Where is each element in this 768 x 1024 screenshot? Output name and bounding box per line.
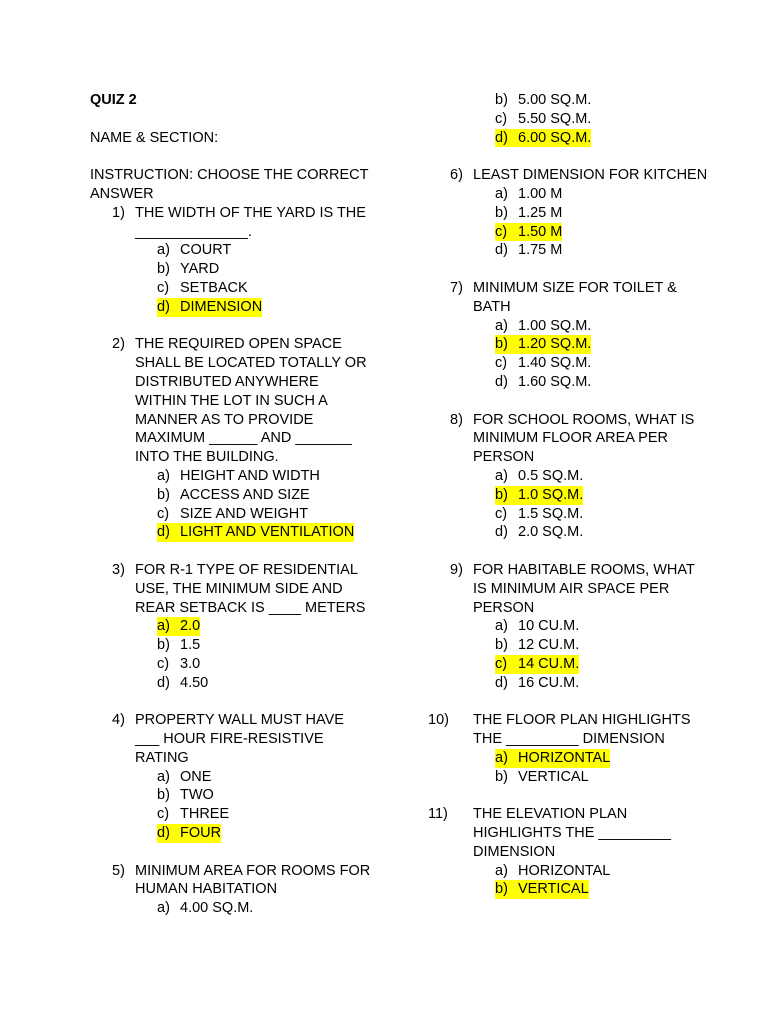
answer-option (495, 617, 728, 636)
answer-choice (157, 260, 219, 279)
option-text: 0.5 SQ.M. (518, 467, 584, 484)
question-text: MAXIMUM ______ AND _______ (135, 430, 352, 447)
question-text: ___ HOUR FIRE-RESISTIVE (135, 731, 324, 748)
question-text: PROPERTY WALL MUST HAVE (135, 712, 344, 729)
answer-option (157, 617, 390, 636)
option-letter: a) (157, 618, 170, 635)
option-text: 4.00 SQ.M. (180, 900, 254, 917)
option-letter: a) (495, 185, 508, 202)
option-letter: a) (157, 768, 170, 785)
answer-choice (495, 617, 579, 636)
answer-choice (157, 486, 310, 505)
answer-choice (495, 467, 583, 486)
answer-options (495, 317, 728, 392)
option-letter: c) (157, 806, 170, 823)
option-letter: b) (157, 787, 170, 804)
answer-option (157, 805, 390, 824)
option-text: 1.50 M (518, 223, 563, 240)
option-letter: a) (495, 618, 508, 635)
answer-option (495, 185, 728, 204)
spacer (428, 693, 728, 712)
spacer (428, 786, 728, 805)
option-letter: d) (157, 825, 170, 842)
option-letter: c) (495, 110, 508, 127)
answer-choice (157, 899, 253, 918)
option-text: HORIZONTAL (518, 749, 611, 766)
option-text: 5.00 SQ.M. (518, 92, 592, 108)
question-text: MINIMUM AREA FOR ROOMS FOR (135, 862, 371, 879)
quiz-title: QUIZ 2 (90, 92, 137, 108)
option-letter: a) (495, 749, 508, 766)
option-letter: a) (157, 467, 170, 484)
question-item (428, 805, 728, 899)
question-text: BATH (473, 298, 511, 315)
option-text: VERTICAL (518, 881, 589, 898)
question-text: IS MINIMUM AIR SPACE PER (473, 580, 670, 597)
question-item (90, 561, 390, 693)
option-letter: b) (495, 768, 508, 785)
highlighted-answer (495, 749, 610, 768)
question-text: LEAST DIMENSION FOR KITCHEN (473, 167, 708, 184)
option-text: 1.0 SQ.M. (518, 486, 584, 503)
option-letter: a) (495, 862, 508, 879)
option-text: 10 CU.M. (518, 618, 580, 635)
option-letter: d) (157, 674, 170, 691)
option-letter: c) (495, 655, 508, 672)
question-item (428, 411, 728, 543)
answer-option (157, 655, 390, 674)
option-text: 6.00 SQ.M. (518, 129, 592, 146)
answer-option (495, 486, 728, 505)
option-text: ONE (180, 768, 212, 785)
answer-options (495, 749, 728, 787)
answer-option (495, 91, 728, 110)
answer-option (495, 335, 728, 354)
option-letter: a) (157, 900, 170, 917)
question-item (90, 711, 390, 843)
spacer (428, 542, 728, 561)
question-text: ______________. (135, 223, 252, 240)
option-text: 1.5 (180, 637, 201, 654)
option-text: 16 CU.M. (518, 674, 580, 691)
question-text: DIMENSION (473, 843, 556, 860)
question-number: 9) (450, 561, 463, 578)
option-text: 4.50 (180, 674, 209, 691)
right-column (428, 91, 728, 899)
question-text: SHALL BE LOCATED TOTALLY OR (135, 355, 367, 372)
option-letter: b) (495, 204, 508, 221)
option-text: 1.00 M (518, 185, 563, 202)
option-letter: d) (495, 242, 508, 259)
option-letter: d) (495, 674, 508, 691)
question-text: THE FLOOR PLAN HIGHLIGHTS (473, 712, 691, 729)
answer-choice (495, 523, 583, 542)
question-text: INTO THE BUILDING. (135, 449, 279, 466)
option-letter: a) (495, 317, 508, 334)
option-letter: a) (495, 467, 508, 484)
question-item (428, 561, 728, 693)
option-letter: c) (495, 355, 508, 372)
question-text: MANNER AS TO PROVIDE (135, 411, 314, 428)
answer-option (495, 317, 728, 336)
spacer (90, 693, 390, 712)
answer-choice (495, 110, 591, 129)
question-text: THE ELEVATION PLAN (473, 806, 628, 823)
option-text: 2.0 SQ.M. (518, 524, 584, 541)
answer-option (157, 298, 390, 317)
question-number: 4) (112, 712, 125, 729)
answer-choice (157, 241, 231, 260)
option-text: 1.75 M (518, 242, 563, 259)
option-text: YARD (180, 261, 220, 278)
answer-choice (495, 862, 610, 881)
answer-option (495, 129, 728, 148)
answer-option (157, 786, 390, 805)
question-number: 5) (112, 862, 125, 879)
question-item (428, 711, 728, 786)
answer-option (495, 373, 728, 392)
question-text: RATING (135, 749, 189, 766)
question-text: FOR HABITABLE ROOMS, WHAT (473, 561, 695, 578)
option-letter: c) (495, 505, 508, 522)
left-column (90, 91, 390, 918)
answer-option (495, 655, 728, 674)
answer-options (495, 467, 728, 542)
question-number: 11) (428, 806, 448, 823)
highlighted-answer (157, 523, 354, 542)
question-text: WITHIN THE LOT IN SUCH A (135, 392, 328, 409)
highlighted-answer (495, 223, 562, 242)
answer-option (495, 880, 728, 899)
answer-option (157, 486, 390, 505)
answer-choice (157, 768, 211, 787)
answer-option (495, 204, 728, 223)
answer-choice (157, 805, 229, 824)
option-text: 5.50 SQ.M. (518, 110, 592, 127)
option-text: HORIZONTAL (518, 862, 611, 879)
question-item (428, 279, 728, 392)
answer-option (495, 505, 728, 524)
option-letter: b) (495, 336, 508, 353)
option-letter: a) (157, 242, 170, 259)
question-number: 1) (112, 204, 125, 221)
question-text: DISTRIBUTED ANYWHERE (135, 373, 319, 390)
option-letter: d) (495, 129, 508, 146)
option-text: SETBACK (180, 279, 248, 296)
option-letter: d) (495, 373, 508, 390)
name-section-label: NAME & SECTION: (90, 129, 219, 146)
answer-choice (157, 786, 214, 805)
option-text: 1.20 SQ.M. (518, 336, 592, 353)
answer-option (495, 223, 728, 242)
question-text: PERSON (473, 599, 535, 616)
highlighted-answer (495, 655, 579, 674)
option-text: 1.40 SQ.M. (518, 355, 592, 372)
answer-options (157, 241, 390, 316)
highlighted-answer (157, 617, 200, 636)
spacer (428, 260, 728, 279)
question-text: FOR SCHOOL ROOMS, WHAT IS (473, 411, 695, 428)
answer-choice (495, 317, 591, 336)
option-letter: d) (495, 524, 508, 541)
answer-choice (495, 354, 591, 373)
answer-option (157, 279, 390, 298)
answer-options (495, 91, 728, 147)
instruction-line: ANSWER (90, 185, 154, 202)
answer-options (495, 862, 728, 900)
answer-choice (157, 655, 200, 674)
option-letter: b) (157, 261, 170, 278)
answer-choice (495, 505, 583, 524)
option-text: TWO (180, 787, 214, 804)
answer-option (495, 768, 728, 787)
answer-options (157, 768, 390, 843)
answer-option (157, 899, 390, 918)
answer-option (495, 674, 728, 693)
highlighted-answer (495, 486, 583, 505)
answer-options (157, 617, 390, 692)
question-number: 2) (112, 336, 125, 353)
option-letter: c) (157, 279, 170, 296)
spacer (90, 317, 390, 336)
answer-choice (495, 636, 579, 655)
answer-option (157, 768, 390, 787)
question-list (428, 166, 728, 899)
spacer (90, 147, 390, 166)
question-text: THE WIDTH OF THE YARD IS THE (135, 204, 366, 221)
answer-option (495, 110, 728, 129)
option-text: 3.0 (180, 655, 201, 672)
question-text: PERSON (473, 449, 535, 466)
question-text: FOR R-1 TYPE OF RESIDENTIAL (135, 561, 358, 578)
option-text: 1.5 SQ.M. (518, 505, 584, 522)
question-item (90, 335, 390, 542)
answer-option (157, 674, 390, 693)
option-letter: b) (495, 637, 508, 654)
question-text: HUMAN HABITATION (135, 881, 278, 898)
answer-option (157, 636, 390, 655)
option-letter: c) (157, 505, 170, 522)
instruction-line: INSTRUCTION: CHOOSE THE CORRECT (90, 167, 369, 184)
question-item (428, 166, 728, 260)
question-number: 6) (450, 167, 463, 184)
answer-options (495, 185, 728, 260)
answer-options (157, 467, 390, 542)
question-number: 8) (450, 411, 463, 428)
question-text: THE _________ DIMENSION (473, 731, 665, 748)
spacer (90, 843, 390, 862)
option-letter: d) (157, 298, 170, 315)
answer-choice (495, 91, 591, 110)
question-number: 10) (428, 712, 449, 729)
option-text: VERTICAL (518, 768, 589, 785)
option-letter: b) (495, 881, 508, 898)
answer-choice (495, 373, 591, 392)
option-letter: b) (157, 637, 170, 654)
answer-option (495, 636, 728, 655)
answer-choice (157, 636, 200, 655)
option-text: SIZE AND WEIGHT (180, 505, 309, 522)
answer-option (495, 862, 728, 881)
answer-choice (157, 505, 308, 524)
question-text: HIGHLIGHTS THE _________ (473, 825, 671, 842)
question-text: MINIMUM FLOOR AREA PER (473, 430, 668, 447)
option-letter: d) (157, 524, 170, 541)
answer-choice (157, 467, 320, 486)
question-text: USE, THE MINIMUM SIDE AND (135, 580, 343, 597)
answer-option (157, 241, 390, 260)
answer-option (157, 467, 390, 486)
spacer (90, 542, 390, 561)
option-text: ACCESS AND SIZE (180, 486, 310, 503)
option-text: 14 CU.M. (518, 655, 580, 672)
answer-option (495, 467, 728, 486)
option-text: DIMENSION (180, 298, 263, 315)
question-text: MINIMUM SIZE FOR TOILET & (473, 279, 677, 296)
answer-choice (495, 204, 562, 223)
option-text: LIGHT AND VENTILATION (180, 524, 355, 541)
option-text: 1.25 M (518, 204, 563, 221)
answer-option (157, 523, 390, 542)
highlighted-answer (495, 880, 589, 899)
question-number: 3) (112, 561, 125, 578)
highlighted-answer (495, 335, 591, 354)
question-text: REAR SETBACK IS ____ METERS (135, 599, 366, 616)
question-5-continued-options (428, 91, 728, 147)
answer-options (157, 899, 390, 918)
answer-option (495, 354, 728, 373)
answer-choice (495, 185, 562, 204)
answer-option (495, 241, 728, 260)
answer-options (495, 617, 728, 692)
highlighted-answer (157, 824, 221, 843)
answer-option (495, 523, 728, 542)
question-text: THE REQUIRED OPEN SPACE (135, 336, 342, 353)
spacer (428, 147, 728, 166)
option-text: THREE (180, 806, 230, 823)
question-list (90, 204, 390, 918)
answer-choice (157, 674, 208, 693)
question-item (90, 204, 390, 317)
answer-choice (495, 241, 562, 260)
answer-choice (495, 674, 579, 693)
answer-choice (495, 768, 589, 787)
option-letter: b) (157, 486, 170, 503)
answer-option (495, 749, 728, 768)
option-text: HEIGHT AND WIDTH (180, 467, 320, 484)
option-text: 12 CU.M. (518, 637, 580, 654)
answer-option (157, 260, 390, 279)
highlighted-answer (495, 129, 591, 148)
spacer (428, 392, 728, 411)
answer-option (157, 505, 390, 524)
highlighted-answer (157, 298, 262, 317)
question-number: 7) (450, 279, 463, 296)
option-text: 1.00 SQ.M. (518, 317, 592, 334)
question-item (90, 862, 390, 918)
option-letter: c) (157, 655, 170, 672)
option-letter: c) (495, 223, 508, 240)
answer-choice (157, 279, 248, 298)
option-letter: b) (495, 92, 508, 108)
option-text: 1.60 SQ.M. (518, 373, 592, 390)
option-text: COURT (180, 242, 232, 259)
option-letter: b) (495, 486, 508, 503)
spacer (90, 110, 390, 129)
option-text: 2.0 (180, 618, 201, 635)
option-text: FOUR (180, 825, 222, 842)
answer-option (157, 824, 390, 843)
